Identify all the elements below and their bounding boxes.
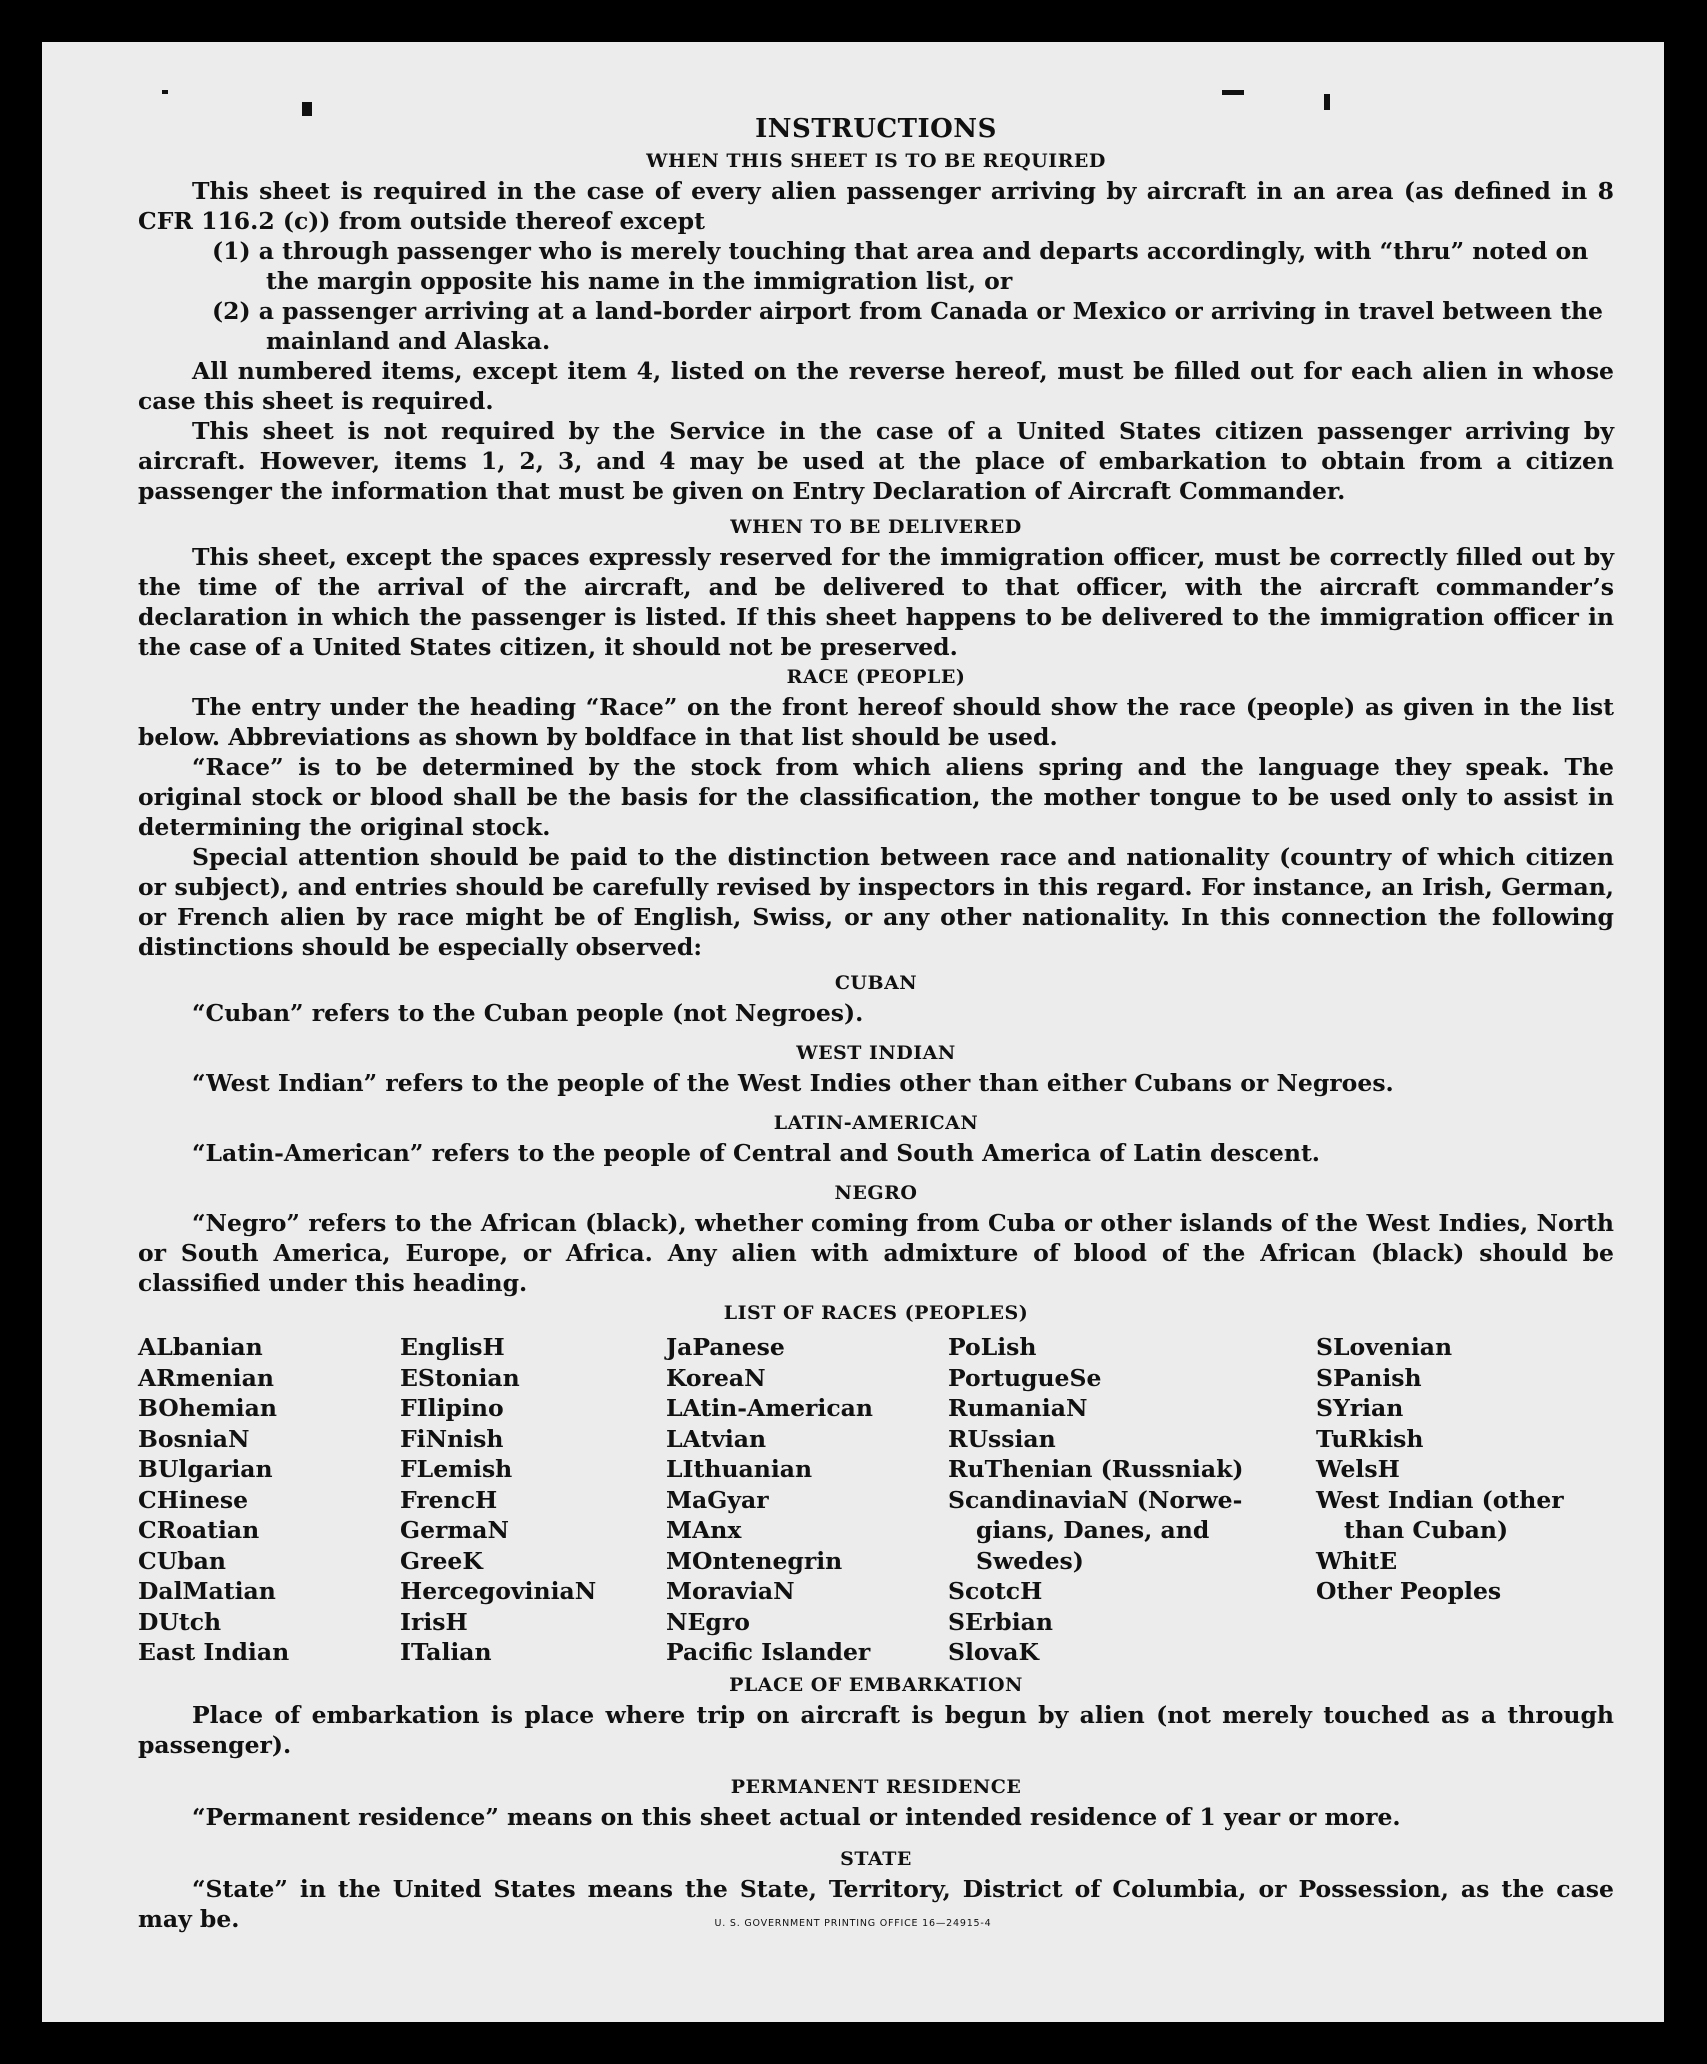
paragraph: All numbered items, except item 4, listed on the reverse hereof, must be filled out for each alien in whose case this sheet is required. [138,357,1614,415]
race-entry: CRoatian [138,1516,260,1544]
paragraph: The entry under the heading “Race” on the front hereof should show the race (people) as given in the list below. Abbreviations as shown by boldface in that list should be used. [138,693,1614,751]
section-heading-negro: NEGRO [834,1182,918,1204]
race-entry: GreeK [400,1546,483,1575]
printer-imprint: U. S. GOVERNMENT PRINTING OFFICE 16—24915-4 [714,1918,992,1929]
race-entry: DUtch [138,1607,222,1636]
race-entry: HercegoviniaN [400,1577,597,1605]
race-entry: LAtvian [666,1424,767,1453]
section-heading-when-delivered: WHEN TO BE DELIVERED [730,516,1022,538]
races-column [400,1332,666,1668]
races-column [1316,1332,1614,1668]
race-entry: EStonian [400,1363,520,1392]
race-entry: BOhemian [138,1394,277,1422]
races-column [666,1332,948,1668]
race-entry: ARmenian [138,1363,274,1392]
race-entry: RUssian [948,1424,1056,1453]
race-entry: SYrian [1316,1394,1404,1422]
race-entry: EnglisH [400,1333,505,1361]
page-title: INSTRUCTIONS [755,114,997,144]
section-heading-embarkation: PLACE OF EMBARKATION [729,1673,1023,1696]
section-heading-races-list: LIST OF RACES (PEOPLES) [723,1302,1029,1324]
section-heading-latin-american: LATIN-AMERICAN [773,1112,979,1134]
race-entry-continued: Swedes) [976,1546,1084,1575]
race-entry: MOntenegrin [666,1546,843,1575]
race-entry: Other Peoples [1316,1577,1502,1605]
section-heading-race: RACE (PEOPLE) [786,666,966,688]
race-entry: WhitE [1316,1546,1398,1575]
section-heading-cuban: CUBAN [834,972,918,994]
race-entry: MoraviaN [666,1577,795,1605]
paragraph: This sheet is not required by the Service in the case of a United States citizen passenger arriving by aircraft. However, items 1, 2, 3, and 4 may be used at the place of embarkation to obtain from a citizen passenger the information that must be given on Entry Declaration of Aircraft Commander. [138,417,1614,505]
paragraph: “State” in the United States means the State, Territory, District of Columbia, or Possession, as the case may be. [138,1874,1614,1933]
paragraph: “Latin-American” refers to the people of Central and South America of Latin descent. [192,1139,1320,1167]
race-entry: KoreaN [666,1363,766,1392]
race-entry: SPanish [1316,1363,1422,1392]
list-item: (1) a through passenger who is merely touching that area and departs accordingly, with “thru” noted on the margin opposite his name in the immigration list, or [212,237,1589,295]
paragraph: “Negro” refers to the African (black), whether coming from Cuba or other islands of the West Indies, North or South America, Europe, or Africa. Any alien with admixture of blood of the African (black) should be classified under this heading. [138,1209,1614,1297]
race-entry: FLemish [400,1455,513,1483]
race-entry: WelsH [1316,1455,1400,1483]
race-entry: SlovaK [948,1638,1039,1666]
race-entry: PoLish [948,1333,1037,1361]
race-entry: NEgro [666,1607,750,1636]
race-entry-continued: than Cuban) [1344,1516,1509,1544]
race-entry: MAnx [666,1516,742,1544]
race-entry: West Indian (other [1316,1485,1564,1514]
paragraph: “Permanent residence” means on this sheet actual or intended residence of 1 year or more. [192,1802,1401,1831]
paragraph: “West Indian” refers to the people of the West Indies other than either Cubans or Negroes. [192,1069,1394,1097]
scan-speck [1222,90,1244,95]
races-list [138,1332,1614,1668]
race-entry: FrencH [400,1485,498,1514]
race-entry: IrisH [400,1607,468,1636]
section-heading-west-indian: WEST INDIAN [796,1042,956,1064]
race-entry: LAtin-American [666,1394,873,1422]
section-heading-when-required: WHEN THIS SHEET IS TO BE REQUIRED [646,150,1106,172]
paragraph: Special attention should be paid to the distinction between race and nationality (country of which citizen or subject), and entries should be carefully revised by inspectors in this regard. For instance, an Irish, German, or French alien by race might be of English, Swiss, or any other nationality. In this connection the following distinctions should be especially observed: [138,843,1614,961]
paragraph: “Race” is to be determined by the stock from which aliens spring and the language they speak. The original stock or blood shall be the basis for the classification, the mother tongue to be used only to assist in determining the original stock. [138,753,1614,841]
races-column [138,1332,400,1668]
race-entry: CHinese [138,1485,249,1514]
document-sheet [42,42,1664,2022]
race-entry: SErbian [948,1607,1053,1636]
race-entry: FIlipino [400,1394,504,1422]
race-entry: ScotcH [948,1577,1043,1605]
race-entry: Pacific Islander [666,1638,871,1666]
race-entry: MaGyar [666,1485,769,1514]
race-entry: GermaN [400,1516,509,1544]
scan-speck [162,90,168,94]
race-entry: ITalian [400,1638,492,1666]
paragraph: This sheet is required in the case of every alien passenger arriving by aircraft in an area (as defined in 8 CFR 116.2 (c)) from outside thereof except [138,177,1614,235]
list-item: (2) a passenger arriving at a land-border airport from Canada or Mexico or arriving in travel between the mainland and Alaska. [212,297,1603,355]
paragraph: “Cuban” refers to the Cuban people (not Negroes). [192,999,864,1027]
section-heading-permanent-residence: PERMANENT RESIDENCE [730,1775,1022,1798]
instructions-sheet [138,114,1614,1934]
race-entry: East Indian [138,1638,290,1666]
race-entry: FiNnish [400,1424,504,1453]
race-entry: BUlgarian [138,1455,273,1483]
race-entry: ALbanian [138,1333,263,1361]
race-entry: BosniaN [138,1424,250,1453]
race-entry: DalMatian [138,1577,276,1605]
races-column [948,1332,1316,1668]
paragraph: This sheet, except the spaces expressly reserved for the immigration officer, must be correctly filled out by the time of the arrival of the aircraft, and be delivered to that officer, with the aircraft commander’s declaration in which the passenger is listed. If this sheet happens to be delivered to the immigration officer in the case of a United States citizen, it should not be preserved. [138,543,1614,661]
race-entry: TuRkish [1316,1424,1424,1453]
scan-speck [1324,94,1330,110]
race-entry-continued: gians, Danes, and [976,1516,1210,1544]
race-entry: ScandinaviaN (Norwe- [948,1485,1243,1514]
race-entry: RuThenian (Russniak) [948,1455,1244,1483]
paragraph: Place of embarkation is place where trip on aircraft is begun by alien (not merely touched as a through passenger). [138,1700,1614,1759]
race-entry: SLovenian [1316,1333,1453,1361]
race-entry: PortugueSe [948,1363,1102,1392]
section-heading-state: STATE [840,1847,912,1870]
race-entry: LIthuanian [666,1455,813,1483]
race-entry: RumaniaN [948,1394,1088,1422]
race-entry: CUban [138,1546,226,1575]
race-entry: JaPanese [666,1333,785,1361]
